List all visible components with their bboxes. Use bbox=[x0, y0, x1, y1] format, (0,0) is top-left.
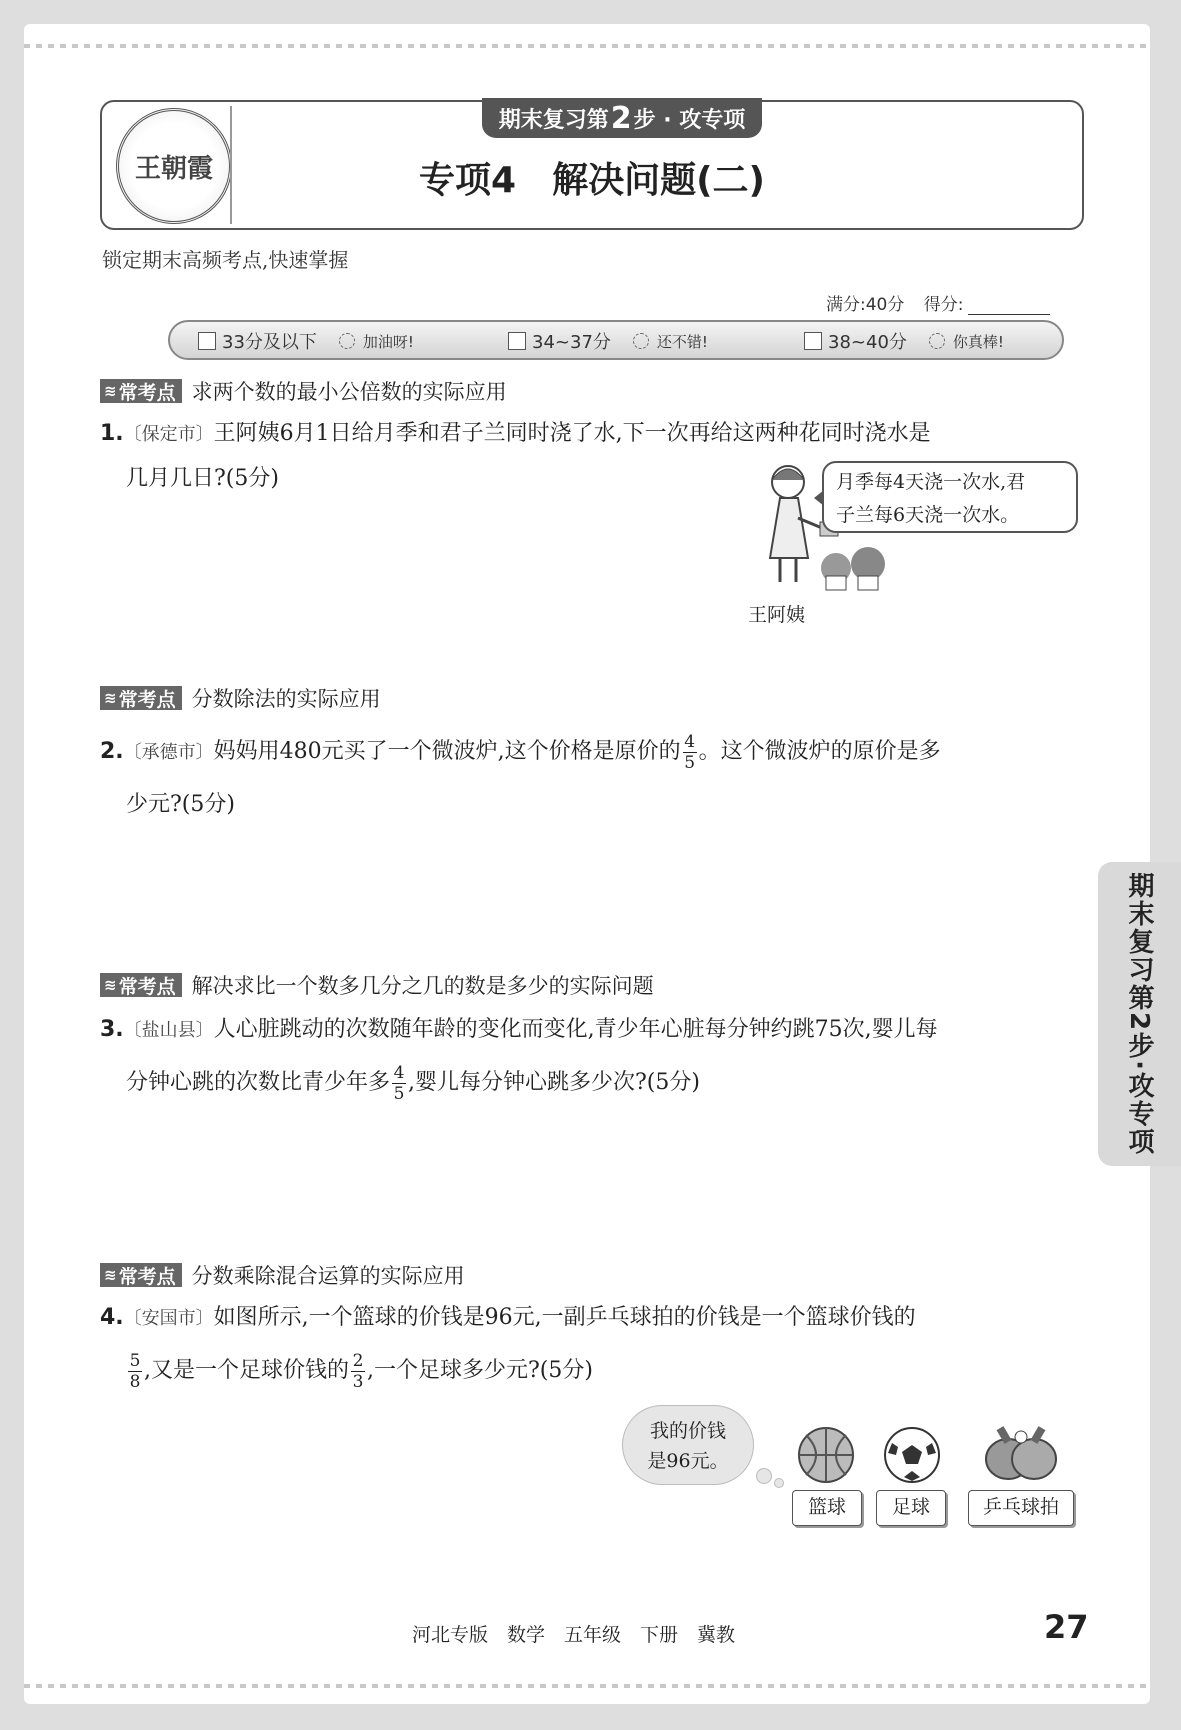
fraction bbox=[392, 1063, 406, 1104]
key-point-text: 分数除法的实际应用 bbox=[191, 687, 381, 711]
fraction bbox=[351, 1351, 365, 1392]
speech-bubble bbox=[822, 461, 1078, 533]
question-text-line2 bbox=[100, 1057, 1080, 1109]
label-ping-pong: 乒乓球拍 bbox=[968, 1490, 1074, 1526]
key-point-tag-label: 常考点 bbox=[118, 381, 176, 404]
page-title: 专项4 解决问题(二) bbox=[419, 160, 765, 201]
score-blank[interactable] bbox=[968, 298, 1050, 315]
waves-icon: ≋ bbox=[104, 976, 115, 994]
key-point-tag-label: 常考点 bbox=[118, 688, 176, 711]
fraction-numerator: 4 bbox=[393, 1062, 405, 1083]
rating-range: 33分及以下 bbox=[222, 332, 317, 353]
smiley-icon bbox=[633, 333, 649, 349]
question-number: 1. bbox=[100, 421, 124, 446]
key-point-tag-label: 常考点 bbox=[118, 1265, 176, 1288]
waves-icon: ≋ bbox=[104, 689, 115, 707]
waves-icon: ≋ bbox=[104, 1266, 115, 1284]
question-3 bbox=[100, 1004, 1080, 1109]
score-line bbox=[826, 290, 1050, 315]
thought-cloud bbox=[622, 1405, 754, 1485]
fraction-denominator: 5 bbox=[684, 752, 696, 773]
rating-item-mid bbox=[508, 328, 708, 354]
key-point-3 bbox=[100, 970, 654, 1000]
fraction-denominator: 8 bbox=[129, 1371, 141, 1392]
step-suffix: 步 · 攻专项 bbox=[633, 107, 746, 133]
rating-range: 34~37分 bbox=[532, 332, 611, 353]
rating-checkbox-high[interactable] bbox=[804, 332, 822, 350]
question-number: 3. bbox=[100, 1017, 124, 1042]
question-2 bbox=[100, 726, 1080, 831]
fraction-numerator: 5 bbox=[129, 1350, 141, 1371]
question-source: 〔保定市〕 bbox=[123, 424, 214, 445]
rating-item-high bbox=[804, 328, 1004, 354]
rating-cheer: 还不错! bbox=[656, 332, 708, 351]
full-score: 满分:40分 bbox=[826, 295, 905, 315]
side-chapter-tab bbox=[1098, 862, 1181, 1166]
question-number: 2. bbox=[100, 739, 124, 764]
fraction-numerator: 4 bbox=[684, 731, 696, 752]
key-point-tag bbox=[100, 973, 182, 997]
step-prefix: 期末复习第 bbox=[498, 107, 609, 133]
fraction-denominator: 5 bbox=[393, 1083, 405, 1104]
soccer-ball-icon bbox=[882, 1425, 942, 1485]
side-tab-text: 期末复习第2步·攻专项 bbox=[1124, 872, 1154, 1156]
cloud-dot bbox=[756, 1468, 772, 1484]
self-rating-bar bbox=[168, 320, 1064, 360]
page-subtitle: 锁定期末高频考点,快速掌握 bbox=[102, 248, 349, 272]
question-4 bbox=[100, 1292, 1080, 1397]
key-point-1 bbox=[100, 376, 507, 406]
wavy-top-edge bbox=[24, 44, 1150, 48]
wavy-bottom-edge bbox=[24, 1684, 1150, 1688]
ping-pong-paddles-icon bbox=[980, 1425, 1060, 1485]
question-text: 王阿姨6月1日给月季和君子兰同时浇了水,下一次再给这两种花同时浇水是 bbox=[213, 421, 931, 446]
rating-checkbox-low[interactable] bbox=[198, 332, 216, 350]
question-number: 4. bbox=[100, 1305, 124, 1330]
question-source: 〔安国市〕 bbox=[123, 1308, 214, 1329]
cloud-line1: 我的价钱 bbox=[649, 1420, 726, 1442]
question-text-part: ,婴儿每分钟心跳多少次?(5分) bbox=[408, 1070, 700, 1095]
fraction-numerator: 2 bbox=[352, 1350, 364, 1371]
label-soccer: 足球 bbox=[876, 1490, 946, 1526]
smiley-icon bbox=[339, 333, 355, 349]
rating-range: 38~40分 bbox=[828, 332, 907, 353]
question-text-part: 分钟心跳的次数比青少年多 bbox=[126, 1070, 391, 1095]
waves-icon: ≋ bbox=[104, 382, 115, 400]
key-point-tag bbox=[100, 1263, 182, 1287]
rating-item-low bbox=[198, 328, 414, 354]
footer-info: 河北专版 数学 五年级 下册 冀教 bbox=[412, 1624, 736, 1646]
rating-cheer: 你真棒! bbox=[952, 332, 1004, 351]
question-source: 〔承德市〕 bbox=[123, 742, 214, 763]
smiley-icon bbox=[929, 333, 945, 349]
bubble-line2: 子兰每6天浇一次水。 bbox=[836, 504, 1020, 526]
key-point-tag-label: 常考点 bbox=[118, 975, 176, 998]
logo-text: 王朝霞 bbox=[134, 153, 213, 184]
illustration-caption: 王阿姨 bbox=[748, 604, 806, 626]
rating-checkbox-mid[interactable] bbox=[508, 332, 526, 350]
rating-cheer: 加油呀! bbox=[362, 332, 414, 351]
basketball-icon bbox=[796, 1425, 856, 1485]
key-point-text: 求两个数的最小公倍数的实际应用 bbox=[191, 380, 507, 404]
cloud-dot bbox=[774, 1478, 784, 1488]
fraction bbox=[683, 732, 697, 773]
question-text-cont: 。这个微波炉的原价是多 bbox=[698, 739, 941, 764]
key-point-4 bbox=[100, 1260, 465, 1290]
key-point-tag bbox=[100, 686, 182, 710]
question-text: 如图所示,一个篮球的价钱是96元,一副乒乓球拍的价钱是一个篮球价钱的 bbox=[213, 1305, 916, 1330]
fraction-denominator: 3 bbox=[352, 1371, 364, 1392]
key-point-tag bbox=[100, 379, 182, 403]
key-point-text: 分数乘除混合运算的实际应用 bbox=[191, 1264, 465, 1288]
score-label: 得分: bbox=[923, 295, 964, 315]
page-number: 27 bbox=[1044, 1608, 1089, 1646]
question-text: 妈妈用480元买了一个微波炉,这个价格是原价的 bbox=[213, 739, 681, 764]
question-text-line2: 少元?(5分) bbox=[126, 792, 235, 817]
step-badge bbox=[482, 98, 762, 138]
fraction bbox=[128, 1351, 142, 1392]
key-point-2 bbox=[100, 683, 381, 713]
question-text-line2 bbox=[100, 1345, 1080, 1397]
label-basketball: 篮球 bbox=[792, 1490, 862, 1526]
key-point-text: 解决求比一个数多几分之几的数是多少的实际问题 bbox=[191, 974, 654, 998]
question-source: 〔盐山县〕 bbox=[123, 1020, 214, 1041]
step-number: 2 bbox=[610, 100, 632, 136]
chapter-header bbox=[100, 100, 1084, 230]
cloud-line2: 是96元。 bbox=[647, 1450, 729, 1472]
bubble-line1: 月季每4天浇一次水,君 bbox=[836, 471, 1026, 493]
question-text-part: ,又是一个足球价钱的 bbox=[144, 1358, 349, 1383]
question-text: 人心脏跳动的次数随年龄的变化而变化,青少年心脏每分钟约跳75次,婴儿每 bbox=[213, 1017, 938, 1042]
question-text-part: ,一个足球多少元?(5分) bbox=[367, 1358, 593, 1383]
question-text-line2: 几月几日?(5分) bbox=[126, 466, 279, 491]
